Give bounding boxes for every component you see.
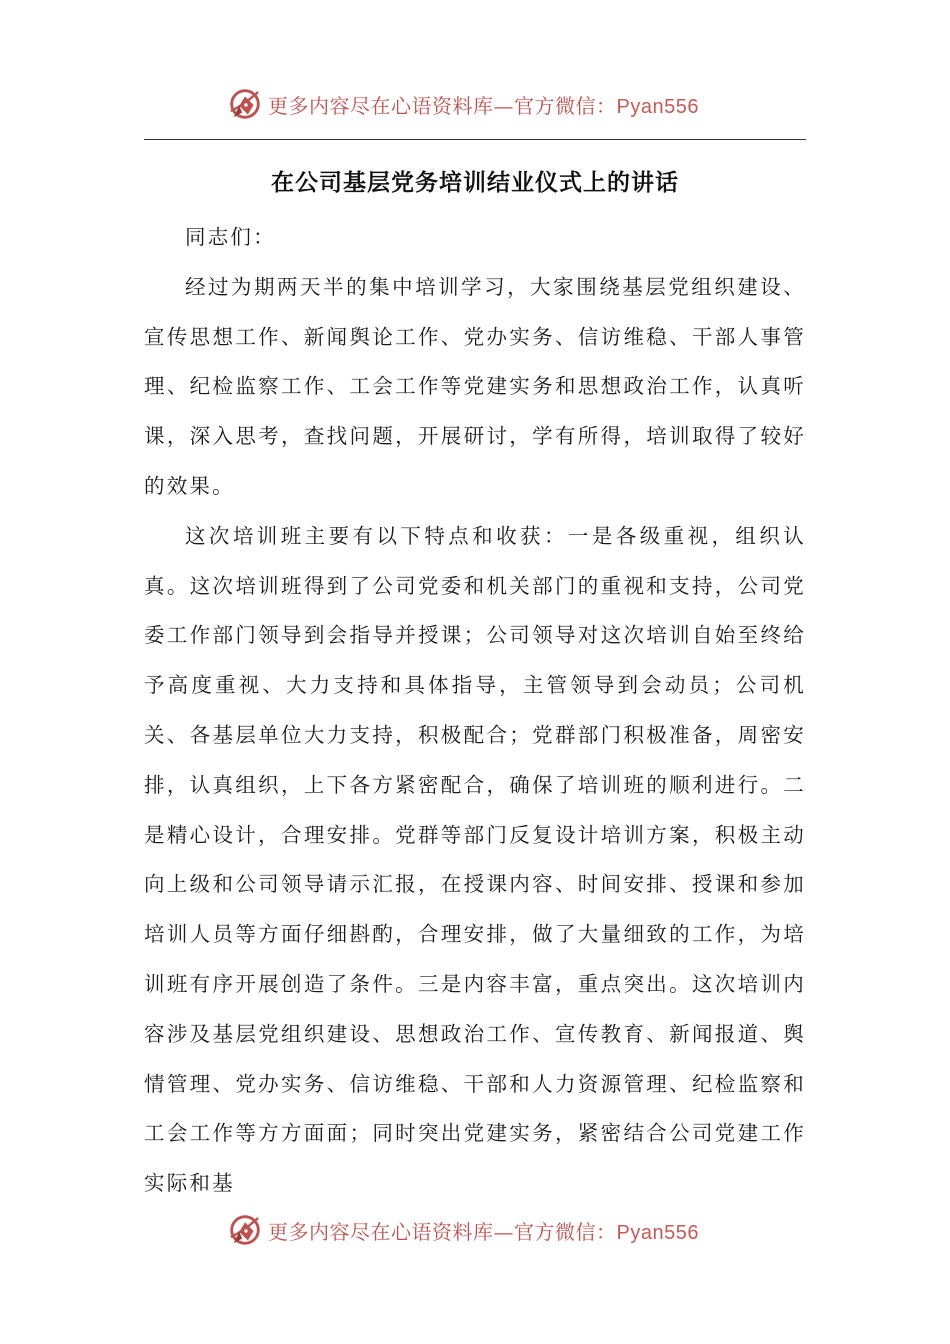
header-divider (144, 139, 806, 140)
pen-nib-logo-icon (226, 1211, 264, 1249)
footer-watermark (226, 1210, 699, 1250)
header-watermark (226, 84, 699, 124)
watermark-text-cn: 更多内容尽在心语资料库—官方微信： (268, 93, 617, 118)
body-paragraph-2: 这次培训班主要有以下特点和收获：一是各级重视，组织认真。这次培训班得到了公司党委和机关部门的重视和支持，公司党委工作部门领导到会指导并授课；公司领导对这次培训自始至终给予高度重视、大力支持和具体指导，主管领导到会动员；公司机关、各基层单位大力支持，积极配合；党群部门积极准备，周密安排，认真组织，上下各方紧密配合，确保了培训班的顺利进行。二是精心设计，合理安排。党群等部门反复设计培训方案，积极主动向上级和公司领导请示汇报，在授课内容、时间安排、授课和参加培训人员等方面仔细斟酌，合理安排，做了大量细致的工作，为培训班有序开展创造了条件。三是内容丰富，重点突出。这次培训内容涉及基层党组织建设、思想政治工作、宣传教育、新闻报道、舆情管理、党办实务、信访维稳、干部和人力资源管理、纪检监察和工会工作等方方面面；同时突出党建实务，紧密结合公司党建工作实际和基 (144, 523, 806, 1196)
document-title: 在公司基层党务培训结业仪式上的讲话 (271, 170, 679, 196)
watermark-text-cn: 更多内容尽在心语资料库—官方微信： (268, 1219, 617, 1244)
document-body (144, 213, 806, 1209)
salutation: 同志们： (185, 225, 276, 249)
watermark-text (268, 90, 699, 119)
watermark-wechat-id: Pyan556 (616, 1221, 699, 1244)
body-paragraph-1: 经过为期两天半的集中培训学习，大家围绕基层党组织建设、宣传思想工作、新闻舆论工作、党办实务、信访维稳、干部人事管理、纪检监察工作、工会工作等党建实务和思想政治工作，认真听课，深入思考，查找问题，开展研讨，学有所得，培训取得了较好的效果。 (144, 274, 806, 498)
watermark-text (268, 1216, 699, 1245)
pen-nib-logo-icon (226, 85, 264, 123)
watermark-wechat-id: Pyan556 (616, 95, 699, 118)
